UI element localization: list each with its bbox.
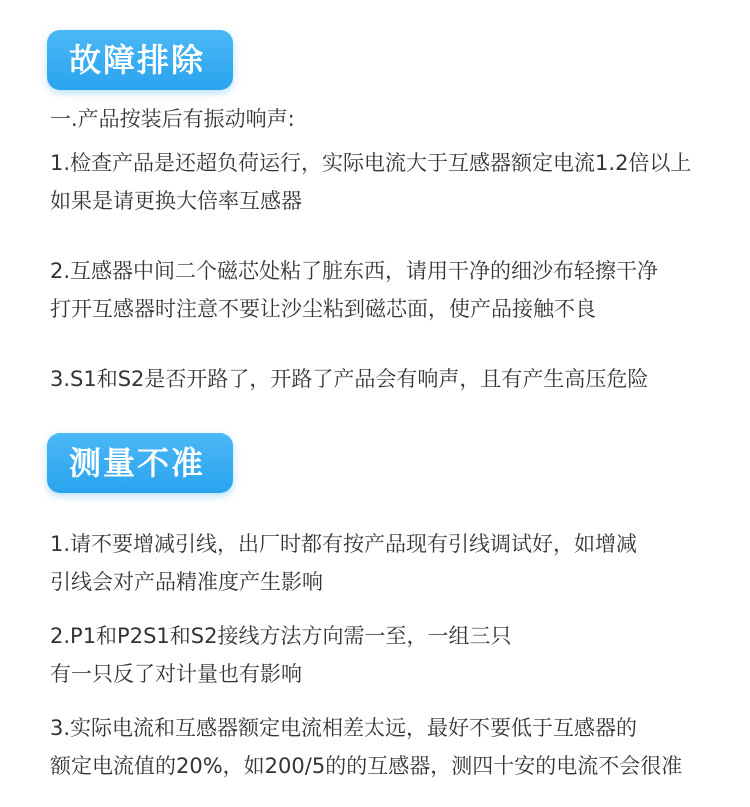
troubleshooting-line: 2.互感器中间二个磁芯处粘了脏东西，请用干净的细沙布轻擦干净	[50, 259, 659, 283]
measurement-line: 额定电流值的20%，如200/5的的互感器，测四十安的电流不会很准	[50, 754, 683, 778]
troubleshooting-line: 一.产品按装后有振动响声:	[50, 107, 295, 131]
troubleshooting-line: 打开互感器时注意不要让沙尘粘到磁芯面，使产品接触不良	[50, 297, 596, 321]
troubleshooting-line: 1.检查产品是还超负荷运行，实际电流大于互感器额定电流1.2倍以上	[50, 151, 692, 175]
measurement-line: 3.实际电流和互感器额定电流相差太远，最好不要低于互感器的	[50, 716, 638, 740]
troubleshooting-line: 如果是请更换大倍率互感器	[50, 189, 302, 213]
section-title-troubleshooting: 故障排除	[47, 30, 233, 90]
troubleshooting-line: 3.S1和S2是否开路了，开路了产品会有响声，且有产生高压危险	[50, 367, 649, 391]
measurement-line: 1.请不要增减引线，出厂时都有按产品现有引线调试好，如增减	[50, 532, 638, 556]
section-title-inaccurate-measurement: 测量不准	[47, 433, 233, 493]
measurement-line: 2.P1和P2S1和S2接线方法方向需一至，一组三只	[50, 624, 512, 648]
measurement-line: 引线会对产品精准度产生影响	[50, 570, 323, 594]
measurement-line: 有一只反了对计量也有影响	[50, 662, 302, 686]
